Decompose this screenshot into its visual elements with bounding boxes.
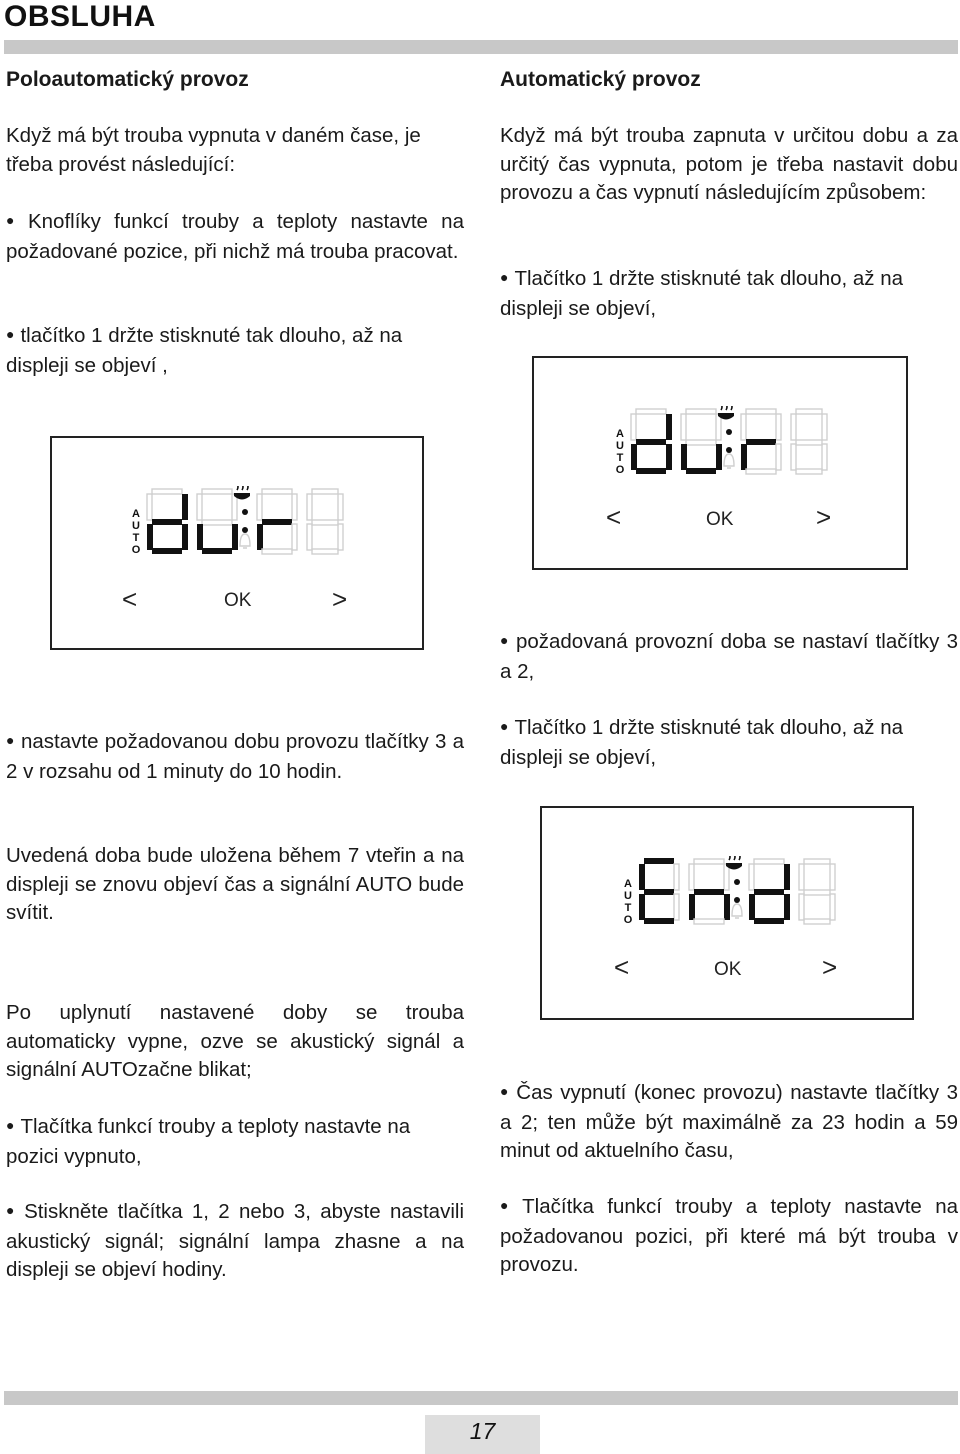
right-heading: Automatický provoz	[500, 68, 701, 91]
auto-indicator	[614, 428, 626, 476]
lcd-digit-r	[741, 409, 781, 474]
left-bullet-1: ● Knoflíky funkcí trouby a teploty nastavte na požadované pozice, při nichž má trouba pracovat.	[6, 208, 464, 266]
auto-letter-u: U	[624, 890, 632, 902]
lcd-colon-top	[726, 429, 732, 435]
bell-icon	[240, 534, 250, 548]
next-button[interactable]: >	[822, 952, 838, 982]
auto-indicator	[622, 878, 634, 926]
lcd-digit-blank	[791, 409, 827, 474]
auto-letter-a: A	[132, 508, 140, 520]
page-title: OBSLUHA	[4, 0, 156, 33]
right-bullet-4: ● Čas vypnutí (konec provozu) nastavte tlačítky 3 a 2; ten může být maximálně za 23 hodin a 59 minut od aktuelního času,	[500, 1079, 958, 1166]
page-number: 17	[469, 1418, 496, 1444]
cooking-pot-icon	[718, 406, 734, 420]
prev-button[interactable]: <	[614, 952, 630, 982]
left-note: Uvedená doba bude uložena během 7 vteřin a na displeji se znovu objeví čas a signální AUTO bude svítit.	[6, 844, 464, 924]
left-heading: Poloautomatický provoz	[6, 68, 249, 91]
lcd-digit-d	[749, 859, 790, 924]
lcd-digits	[144, 486, 344, 556]
lcd-colon-bottom	[726, 447, 732, 453]
auto-letter-o: O	[615, 464, 625, 476]
right-bullet-1: ● Tlačítko 1 držte stisknuté tak dlouho, až na displeji se objeví,	[500, 265, 958, 323]
left-bullet-4: ● Tlačítka funkcí trouby a teploty nastavte na pozici vypnuto,	[6, 1113, 464, 1171]
display-panel-right-end	[540, 806, 914, 1020]
footer-rule	[4, 1391, 958, 1405]
cooking-pot-icon	[234, 486, 250, 500]
ok-button[interactable]: OK	[224, 590, 252, 611]
lcd-digit-d	[147, 489, 188, 554]
auto-indicator	[130, 508, 142, 556]
next-button[interactable]: >	[332, 584, 348, 614]
right-intro: Když má být trouba zapnuta v určitou dobu a za určitý čas vypnuta, potom je třeba nastavit dobu provozu a čas vypnutí následujícím způsobem:	[500, 124, 958, 204]
auto-letter-t: T	[132, 532, 140, 544]
ok-button[interactable]: OK	[706, 509, 734, 530]
lcd-colon-bottom	[734, 897, 740, 903]
header-rule	[4, 40, 958, 54]
auto-letter-o: O	[131, 544, 141, 556]
ok-button[interactable]: OK	[714, 959, 742, 980]
right-bullet-3: ● Tlačítko 1 držte stisknuté tak dlouho, až na displeji se objeví,	[500, 714, 958, 772]
auto-letter-a: A	[616, 428, 624, 440]
prev-button[interactable]: <	[122, 584, 138, 614]
left-bullet-3: ● nastavte požadovanou dobu provozu tlačítky 3 a 2 v rozsahu od 1 minuty do 10 hodin.	[6, 728, 464, 786]
lcd-digit-e	[639, 858, 679, 924]
bell-icon	[732, 904, 742, 918]
lcd-digit-blank	[799, 859, 835, 924]
cooking-pot-icon	[726, 856, 742, 870]
left-bullet-2: ● tlačítko 1 držte stisknuté tak dlouho, až na displeji se objeví ,	[6, 322, 464, 380]
right-bullet-2: ● požadovaná provozní doba se nastaví tlačítky 3 a 2,	[500, 628, 958, 686]
lcd-digit-u	[681, 409, 722, 474]
left-after: Po uplynutí nastavené doby se trouba automaticky vypne, ozve se akustický signál a signální AUTOzačne blikat;	[6, 1001, 464, 1081]
lcd-digit-blank	[307, 489, 343, 554]
lcd-digit-n	[689, 859, 730, 924]
next-button[interactable]: >	[816, 502, 832, 532]
bell-icon	[724, 454, 734, 468]
auto-letter-u: U	[132, 520, 140, 532]
auto-letter-u: U	[616, 440, 624, 452]
auto-letter-t: T	[616, 452, 624, 464]
lcd-digits	[636, 856, 836, 926]
auto-letter-o: O	[623, 914, 633, 926]
auto-letter-t: T	[624, 902, 632, 914]
lcd-colon-top	[734, 879, 740, 885]
display-panel-left	[50, 436, 424, 650]
lcd-colon-bottom	[242, 527, 248, 533]
display-panel-right-dur	[532, 356, 908, 570]
left-intro: Když má být trouba vypnuta v daném čase, je třeba provést následující:	[6, 124, 421, 176]
left-bullet-5: ● Stiskněte tlačítka 1, 2 nebo 3, abyste nastavili akustický signál; signální lampa zhasne a na displeji se objeví hodiny.	[6, 1198, 464, 1285]
auto-letter-a: A	[624, 878, 632, 890]
lcd-digits	[628, 406, 828, 476]
prev-button[interactable]: <	[606, 502, 622, 532]
right-bullet-5: ● Tlačítka funkcí trouby a teploty nastavte na požadovanou pozici, při které má být trouba v provozu.	[500, 1193, 958, 1280]
lcd-digit-r	[257, 489, 297, 554]
lcd-digit-d	[631, 409, 672, 474]
lcd-colon-top	[242, 509, 248, 515]
lcd-digit-u	[197, 489, 238, 554]
